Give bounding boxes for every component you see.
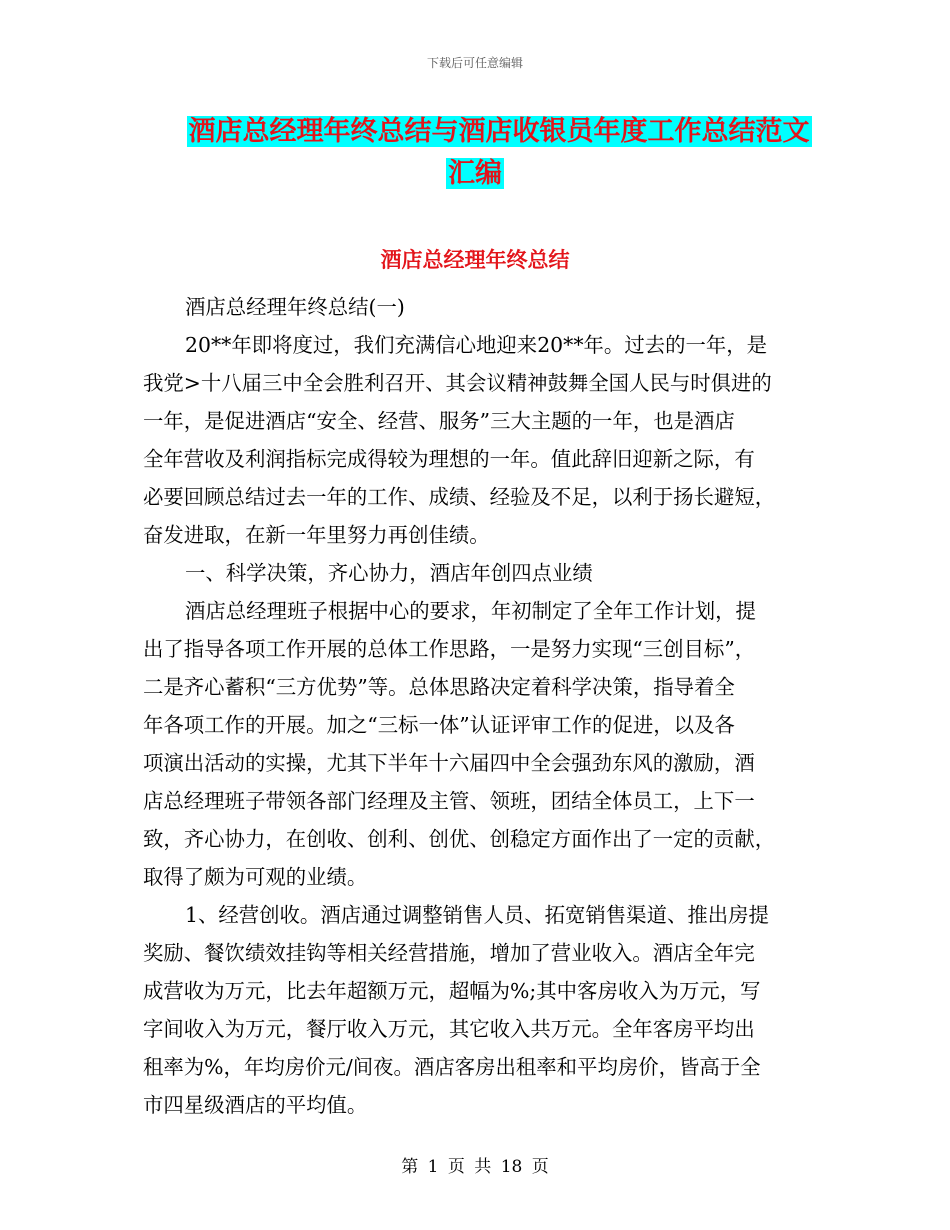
section-title: 酒店总经理年终总结	[380, 248, 570, 272]
body-line: 出了指导各项工作开展的总体工作思路，一是努力实现“三创目标”，	[143, 637, 756, 661]
body-line: 年各项工作的开展。加之“三标一体”认证评审工作的促进，以及各	[143, 713, 735, 737]
body-line: 取得了颇为可观的业绩。	[143, 865, 368, 889]
body-line: 字间收入为万元，餐厅收入万元，其它收入共万元。全年客房平均出	[143, 1017, 755, 1041]
document-title-line-1	[0, 112, 950, 152]
body-line: 二是齐心蓄积“三方优势”等。总体思路决定着科学决策，指导着全	[143, 675, 735, 699]
body-line: 租率为%，年均房价元/间夜。酒店客房出租率和平均房价，皆高于全	[143, 1055, 761, 1079]
document-title-line-2	[0, 154, 950, 194]
body-line: 我党>十八届三中全会胜利召开、其会议精神鼓舞全国人民与时俱进的	[143, 371, 772, 395]
title-highlight-1: 酒店总经理年终总结与酒店收银员年度工作总结范文	[188, 116, 810, 147]
body-line: 20**年即将度过，我们充满信心地迎来20**年。过去的一年，是	[185, 333, 768, 357]
body-line: 一年，是促进酒店“安全、经营、服务”三大主题的一年，也是酒店	[143, 409, 735, 433]
document-body	[143, 288, 809, 1124]
body-line: 市四星级酒店的平均值。	[143, 1093, 368, 1117]
title-highlight-2: 汇编	[448, 158, 502, 189]
page-footer: 第 1 页 共 18 页	[401, 1157, 549, 1177]
body-line: 致，齐心协力，在创收、创利、创优、创稳定方面作出了一定的贡献，	[143, 827, 776, 851]
body-line: 1、经营创收。酒店通过调整销售人员、拓宽销售渠道、推出房提	[185, 903, 769, 927]
header-note: 下载后可任意编辑	[426, 56, 523, 70]
body-line: 一、科学决策，齐心协力，酒店年创四点业绩	[185, 561, 593, 585]
body-line: 全年营收及利润指标完成得较为理想的一年。值此辞旧迎新之际，有	[143, 447, 755, 471]
body-line: 酒店总经理班子根据中心的要求，年初制定了全年工作计划，提	[185, 599, 756, 623]
body-line: 必要回顾总结过去一年的工作、成绩、经验及不足，以利于扬长避短，	[143, 485, 776, 509]
body-line: 酒店总经理年终总结(一)	[185, 295, 405, 319]
body-line: 成营收为万元，比去年超额万元，超幅为%;其中客房收入为万元，写	[143, 979, 761, 1003]
body-line: 奋发进取，在新一年里努力再创佳绩。	[143, 523, 490, 547]
body-line: 项演出活动的实操，尤其下半年十六届四中全会强劲东风的激励，酒	[143, 751, 755, 775]
body-line: 奖励、餐饮绩效挂钩等相关经营措施，增加了营业收入。酒店全年完	[143, 941, 755, 965]
body-line: 店总经理班子带领各部门经理及主管、领班，团结全体员工，上下一	[143, 789, 755, 813]
